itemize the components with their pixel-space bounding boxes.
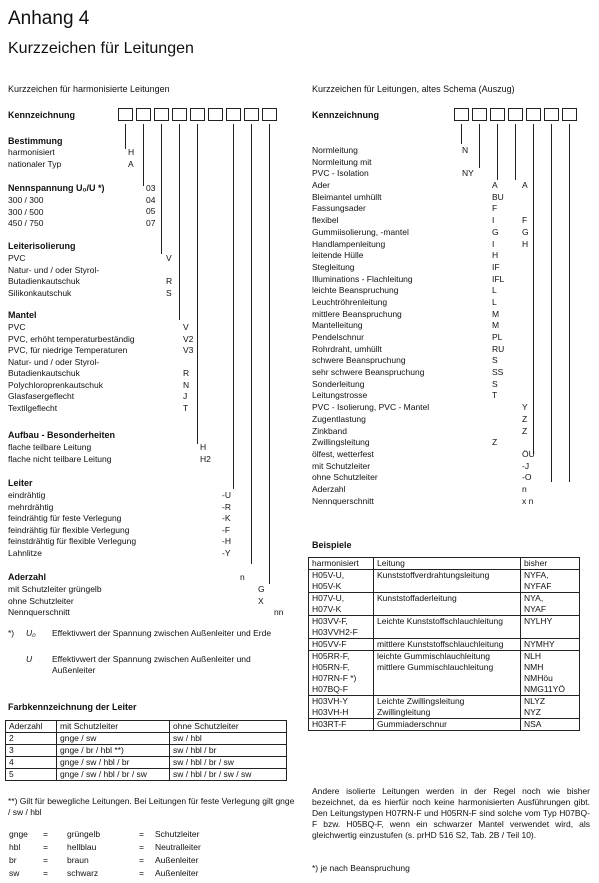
code-label: Handlampenleitung [312, 238, 386, 249]
connector-line [143, 124, 144, 186]
legend-row [8, 854, 202, 867]
code-value: J [183, 391, 188, 401]
code-label: Stegleitung [312, 261, 355, 272]
code-value: IF [492, 261, 500, 272]
table-cell: Gummiaderschnur [374, 719, 521, 731]
legend-color: braun [67, 855, 89, 865]
nennspannung-items [8, 195, 43, 230]
table-cell: sw / hbl / br / sw [170, 757, 287, 769]
code-label: leichte Beanspruchung [312, 285, 399, 296]
code-row [312, 355, 592, 367]
table-header: ohne Schutzleiter [170, 721, 287, 733]
beispiele-table [308, 557, 580, 731]
code-row [312, 192, 592, 204]
code-value: L [492, 285, 497, 296]
legend-meaning: Außenleiter [155, 855, 199, 865]
code-value: A [492, 180, 498, 191]
aufbau-codes [200, 442, 211, 465]
table-cell: NYLHY [521, 616, 580, 639]
code-value: X [258, 595, 264, 606]
code-label: Ader [312, 180, 330, 191]
legend-abbr: gnge [9, 829, 28, 839]
left-kennzeichnung: Kennzeichnung [8, 110, 75, 120]
list-item: Natur- und / oder Styrol- [8, 356, 100, 367]
code-row [312, 344, 592, 356]
code-label: Rohrdraht, umhüllt [312, 343, 382, 354]
leiter-codes [222, 490, 231, 559]
code-label: sehr schwere Beanspruchung [312, 367, 425, 378]
code-value: M [492, 320, 500, 331]
table-cell: gnge / sw / hbl / br [57, 757, 170, 769]
table-row [6, 733, 287, 745]
list-item: feindrähtig für feste Verlegung [8, 513, 122, 523]
code-value: N [183, 379, 190, 390]
code-row [312, 250, 592, 262]
table-cell: NYFA, NYFAF [521, 570, 580, 593]
code-label: Nennquerschnitt [312, 495, 374, 506]
connector-line [179, 124, 180, 320]
code-row [312, 180, 592, 192]
code-label: schwere Beanspruchung [312, 355, 406, 366]
legend-row [8, 867, 202, 880]
code-label: flexibel [312, 215, 339, 226]
table-cell: Leichte Kunststoffschlauchleitung [374, 616, 521, 639]
table-row [309, 570, 580, 593]
table-row [6, 745, 287, 757]
right-kennzeichnung: Kennzeichnung [312, 110, 379, 120]
leiterisolierung-items [8, 253, 99, 299]
table-cell: NLYZ NYZ [521, 696, 580, 719]
code-value: Z [492, 437, 498, 448]
code-value: SS [492, 367, 504, 378]
table-cell: gnge / br / hbl **) [57, 745, 170, 757]
code-row [312, 367, 592, 379]
table-cell: H03VH-Y H03VH-H [309, 696, 374, 719]
connector-line [269, 124, 270, 584]
code-value: -Y [222, 547, 231, 558]
code-value: H [200, 442, 207, 452]
table-cell: mittlere Kunststoffschlauchleitung [374, 639, 521, 651]
code-label: ohne Schutzleiter [312, 472, 378, 483]
table-cell: NYA, NYAF [521, 593, 580, 616]
code-value: G [522, 226, 529, 237]
code-row [312, 157, 592, 169]
footnote-text-u0: Effektivwert der Spannung zwischen Außenleiter und Erde [52, 628, 272, 638]
legend-row [8, 841, 202, 854]
code-label: Illuminations - Flachleitung [312, 273, 413, 284]
color-legend [8, 828, 202, 880]
list-item: Glasfasergeflecht [8, 391, 75, 401]
footnote-symbol-u0: U₀ [26, 628, 36, 638]
code-label: mit Schutzleiter [312, 460, 371, 471]
legend-eq: = [139, 868, 144, 878]
list-item: eindrähtig [8, 490, 46, 500]
beispiele-heading: Beispiele [312, 540, 352, 550]
table-row [309, 593, 580, 616]
code-row [312, 285, 592, 297]
nennspannung-codes [146, 183, 155, 229]
table-header: bisher [521, 558, 580, 570]
code-value: -R [222, 501, 231, 512]
code-value: BU [492, 191, 504, 202]
list-item: 450 / 750 [8, 218, 44, 228]
code-value: R [183, 368, 190, 378]
legend-eq: = [139, 855, 144, 865]
list-item: Butadienkautschuk [8, 368, 80, 378]
code-value: S [166, 287, 172, 298]
code-value: S [492, 355, 498, 366]
code-value: M [492, 308, 500, 319]
code-label: Aderzahl [312, 483, 346, 494]
code-value: Z [522, 425, 528, 436]
code-value: F [492, 203, 498, 214]
code-value [166, 265, 172, 277]
legend-eq: = [139, 829, 144, 839]
table-cell: NSA [521, 719, 580, 731]
table-header: Leitung [374, 558, 521, 570]
code-value: V3 [183, 345, 194, 355]
table-cell: H07V-U, H07V-K [309, 593, 374, 616]
list-item: Polychloroprenkautschuk [8, 379, 103, 390]
bestimmung-items [8, 147, 61, 170]
code-value: F [522, 215, 528, 226]
table-row [6, 769, 287, 781]
list-item: PVC [8, 322, 26, 332]
table-cell: sw / hbl / br [170, 745, 287, 757]
legend-color: schwarz [67, 868, 99, 878]
list-item: harmonisiert [8, 147, 55, 157]
code-label: PVC - Isolierung, PVC - Mantel [312, 402, 430, 413]
table-cell: gnge / sw [57, 733, 170, 745]
list-item: flache nicht teilbare Leitung [8, 453, 112, 464]
code-label: Zinkband [312, 425, 347, 436]
code-label: Leitungstrosse [312, 390, 368, 401]
code-value: 04 [146, 194, 156, 205]
table-cell: Kunststoffaderleitung [374, 593, 521, 616]
code-value: H [522, 238, 529, 249]
code-value: R [166, 276, 173, 286]
bestimmung-codes [128, 147, 134, 170]
code-row [312, 484, 592, 496]
code-value: A [522, 180, 528, 191]
mantel-items [8, 322, 135, 414]
legend-meaning: Außenleiter [155, 868, 199, 878]
code-value: 07 [146, 217, 156, 228]
code-value: I [492, 215, 495, 226]
table-cell: 4 [6, 757, 57, 769]
list-item: Butadienkautschuk [8, 276, 80, 286]
list-item: mit Schutzleiter grüngelb [8, 584, 102, 594]
farb-table [5, 720, 287, 781]
code-row [312, 332, 592, 344]
code-value: T [183, 402, 189, 413]
code-row [312, 379, 592, 391]
code-value: x n [522, 495, 534, 506]
code-label: Pendelschnur [312, 332, 364, 342]
beispiele-footnote: *) je nach Beanspruchung [312, 863, 410, 873]
code-row [312, 203, 592, 215]
code-value: Y [522, 402, 528, 413]
code-row [312, 461, 592, 473]
legend-eq: = [43, 855, 48, 865]
appendix-label: Anhang 4 [8, 8, 90, 29]
left-code-boxes [118, 108, 280, 121]
list-item: nationaler Typ [8, 158, 62, 169]
table-cell: Kunststoffverdrahtungsleitung [374, 570, 521, 593]
code-value: H [128, 147, 135, 157]
footnote-text-u: Effektivwert der Spannung zwischen Außenleiter und Außenleiter [52, 654, 251, 675]
table-cell: leichte Gummischlauchleitung mittlere Gummischlauchleitung [374, 651, 521, 696]
code-label: Bleimantel umhüllt [312, 191, 382, 202]
code-value: V [183, 322, 189, 332]
code-row [312, 309, 592, 321]
legend-eq: = [139, 842, 144, 852]
code-value: -U [222, 490, 231, 500]
right-heading: Kurzzeichen für Leitungen, altes Schema (Auszug) [312, 84, 515, 94]
code-value [183, 357, 193, 369]
list-item: feinstdrähtig für flexible Verlegung [8, 536, 137, 546]
legend-meaning: Schutzleiter [155, 829, 200, 839]
table-header-row [309, 558, 580, 570]
code-value: NY [462, 168, 474, 179]
list-item: 300 / 500 [8, 206, 44, 217]
aderzahl-codes [258, 584, 283, 619]
aderzahl-items [8, 584, 102, 619]
list-item: flache teilbare Leitung [8, 442, 92, 452]
code-value: V2 [183, 333, 194, 344]
code-value: RU [492, 343, 505, 354]
connector-line [161, 124, 162, 254]
code-label: Normleitung [312, 145, 358, 155]
list-item: ohne Schutzleiter [8, 595, 74, 606]
footnote-mark: *) [8, 628, 15, 638]
code-label: Sonderleitung [312, 378, 365, 389]
code-value: PL [492, 332, 503, 342]
code-value: 05 [146, 206, 156, 216]
code-value: Z [522, 413, 528, 424]
code-value: H [492, 250, 499, 261]
table-cell: 3 [6, 745, 57, 757]
code-row [312, 437, 592, 449]
mantel-codes [183, 322, 193, 414]
code-label: mittlere Beanspruchung [312, 308, 402, 319]
list-item: PVC [8, 253, 26, 263]
connector-line [461, 124, 462, 144]
legend-meaning: Neutralleiter [155, 842, 201, 852]
table-cell: NYMHY [521, 639, 580, 651]
code-value: -F [222, 524, 231, 535]
table-header-row [6, 721, 287, 733]
page-title: Kurzzeichen für Leitungen [8, 40, 194, 57]
list-item: Natur- und / oder Styrol- [8, 264, 100, 275]
code-row [312, 274, 592, 286]
table-cell: 2 [6, 733, 57, 745]
legend-abbr: sw [9, 868, 20, 878]
table-header: harmonisiert [309, 558, 374, 570]
list-item: feindrähtig für flexible Verlegung [8, 524, 130, 535]
code-row [312, 472, 592, 484]
right-code-boxes [454, 108, 580, 121]
list-item: Nennquerschnitt [8, 607, 70, 617]
table-cell: sw / hbl / br / sw / sw [170, 769, 287, 781]
legend-abbr: br [9, 855, 17, 865]
code-value: ÖU [522, 448, 535, 459]
table-cell: H03VV-F, H03VVH2-F [309, 616, 374, 639]
list-item: PVC, für niedrige Temperaturen [8, 345, 128, 355]
table-row [309, 616, 580, 639]
aderzahl-title: Aderzahl [8, 572, 47, 582]
mantel-title: Mantel [8, 310, 37, 320]
leiterisolierung-codes [166, 253, 172, 299]
code-row [312, 390, 592, 402]
table-row [309, 651, 580, 696]
code-value: G [258, 584, 265, 594]
table-cell: 5 [6, 769, 57, 781]
code-row [312, 227, 592, 239]
code-label: Normleitung mit [312, 156, 372, 167]
legend-row [8, 828, 202, 841]
left-heading: Kurzzeichen für harmonisierte Leitungen [8, 84, 170, 94]
table-cell: Leichte Zwillingsleitung Zwillingleitung [374, 696, 521, 719]
code-row [312, 297, 592, 309]
code-label: leitende Hülle [312, 250, 364, 261]
code-value: 03 [146, 183, 156, 193]
table-cell: H05RR-F, H05RN-F, H07RN-F *) H07BQ-F [309, 651, 374, 696]
code-label: Zugentlastung [312, 413, 366, 424]
table-cell: NLH NMH NMHöu NMG11YÖ [521, 651, 580, 696]
code-value: -O [522, 472, 532, 483]
legend-color: hellblau [67, 842, 97, 852]
beispiele-paragraph: Andere isolierte Leitungen werden in der Regel noch wie bisher bezeichnet, da es hierfür noch keine harmonisierten Ausführungen gibt. Den Leitungstypen H07RN-F und H05RN-F sind solche vom Typ H07BQ-F bzw. H05BQ-F, wenn ein schwarzer Mantel verwendet wird, als gleichwertig einzustufen (s. prHD 516 S2, Tab. 2B / Teil 10). [312, 786, 590, 840]
code-value: G [492, 226, 499, 237]
code-value: H2 [200, 453, 211, 464]
table-cell: H05V-U, H05V-K [309, 570, 374, 593]
legend-abbr: hbl [9, 842, 21, 852]
list-item: Textilgeflecht [8, 402, 58, 413]
connector-line [197, 124, 198, 444]
code-row [312, 320, 592, 332]
table-cell: gnge / sw / hbl / br / sw [57, 769, 170, 781]
list-item: Lahnlitze [8, 547, 43, 558]
code-value: L [492, 296, 497, 307]
code-row [312, 426, 592, 438]
leiterisolierung-title: Leiterisolierung [8, 241, 76, 251]
code-value: n [522, 483, 527, 494]
code-value: T [492, 390, 498, 401]
code-row [312, 449, 592, 461]
code-row [312, 402, 592, 414]
nennspannung-title: Nennspannung U₀/U *) [8, 183, 105, 193]
legend-eq: = [43, 829, 48, 839]
code-row [312, 145, 592, 157]
code-row [312, 215, 592, 227]
bestimmung-title: Bestimmung [8, 136, 63, 146]
table-row [309, 719, 580, 731]
aufbau-items [8, 442, 112, 465]
code-value: S [492, 378, 498, 389]
code-row [312, 414, 592, 426]
table-cell: H05VV-F [309, 639, 374, 651]
code-label: Gummiisolierung, -mantel [312, 226, 409, 237]
code-row [312, 262, 592, 274]
table-cell: sw / hbl [170, 733, 287, 745]
table-cell: H03RT-F [309, 719, 374, 731]
connector-line [233, 124, 234, 489]
code-label: Leuchtröhrenleitung [312, 296, 388, 307]
code-value: -J [522, 460, 530, 471]
code-label: Zwillingsleitung [312, 437, 370, 448]
code-label: Fassungsader [312, 203, 366, 214]
code-value: N [462, 145, 469, 155]
list-item: mehrdrähtig [8, 501, 54, 512]
code-value: A [128, 158, 134, 169]
footnote-symbol-u: U [26, 654, 33, 664]
aufbau-title: Aufbau - Besonderheiten [8, 430, 116, 440]
table-header: mit Schutzleiter [57, 721, 170, 733]
code-value: -K [222, 513, 231, 523]
code-value: V [166, 253, 172, 263]
code-value: nn [274, 607, 284, 617]
legend-eq: = [43, 868, 48, 878]
table-row [309, 696, 580, 719]
code-row [312, 496, 592, 508]
code-value: I [492, 238, 495, 249]
list-item: 300 / 300 [8, 195, 44, 205]
connector-line [251, 124, 252, 564]
leiter-items [8, 490, 136, 559]
code-label: Mantelleitung [312, 320, 363, 331]
leiter-title: Leiter [8, 478, 33, 488]
right-code-list [312, 145, 592, 507]
code-row [312, 168, 592, 180]
code-label: ölfest, wetterfest [312, 448, 374, 459]
list-item: PVC, erhöht temperaturbeständig [8, 333, 135, 344]
farb-note: **) Gilt für bewegliche Leitungen. Bei Leitungen für feste Verlegung gilt gnge / sw / hbl [8, 796, 295, 817]
code-label: PVC - Isolation [312, 168, 369, 179]
farb-heading: Farbkennzeichnung der Leiter [8, 702, 137, 712]
table-row [309, 639, 580, 651]
code-value: -H [222, 536, 231, 546]
connector-line [125, 124, 126, 149]
legend-eq: = [43, 842, 48, 852]
legend-color: grüngelb [67, 829, 101, 839]
aderzahl-n: n [240, 572, 245, 582]
table-row [6, 757, 287, 769]
code-row [312, 239, 592, 251]
code-value: IFL [492, 273, 505, 284]
list-item: Silikonkautschuk [8, 287, 72, 298]
table-header: Aderzahl [6, 721, 57, 733]
